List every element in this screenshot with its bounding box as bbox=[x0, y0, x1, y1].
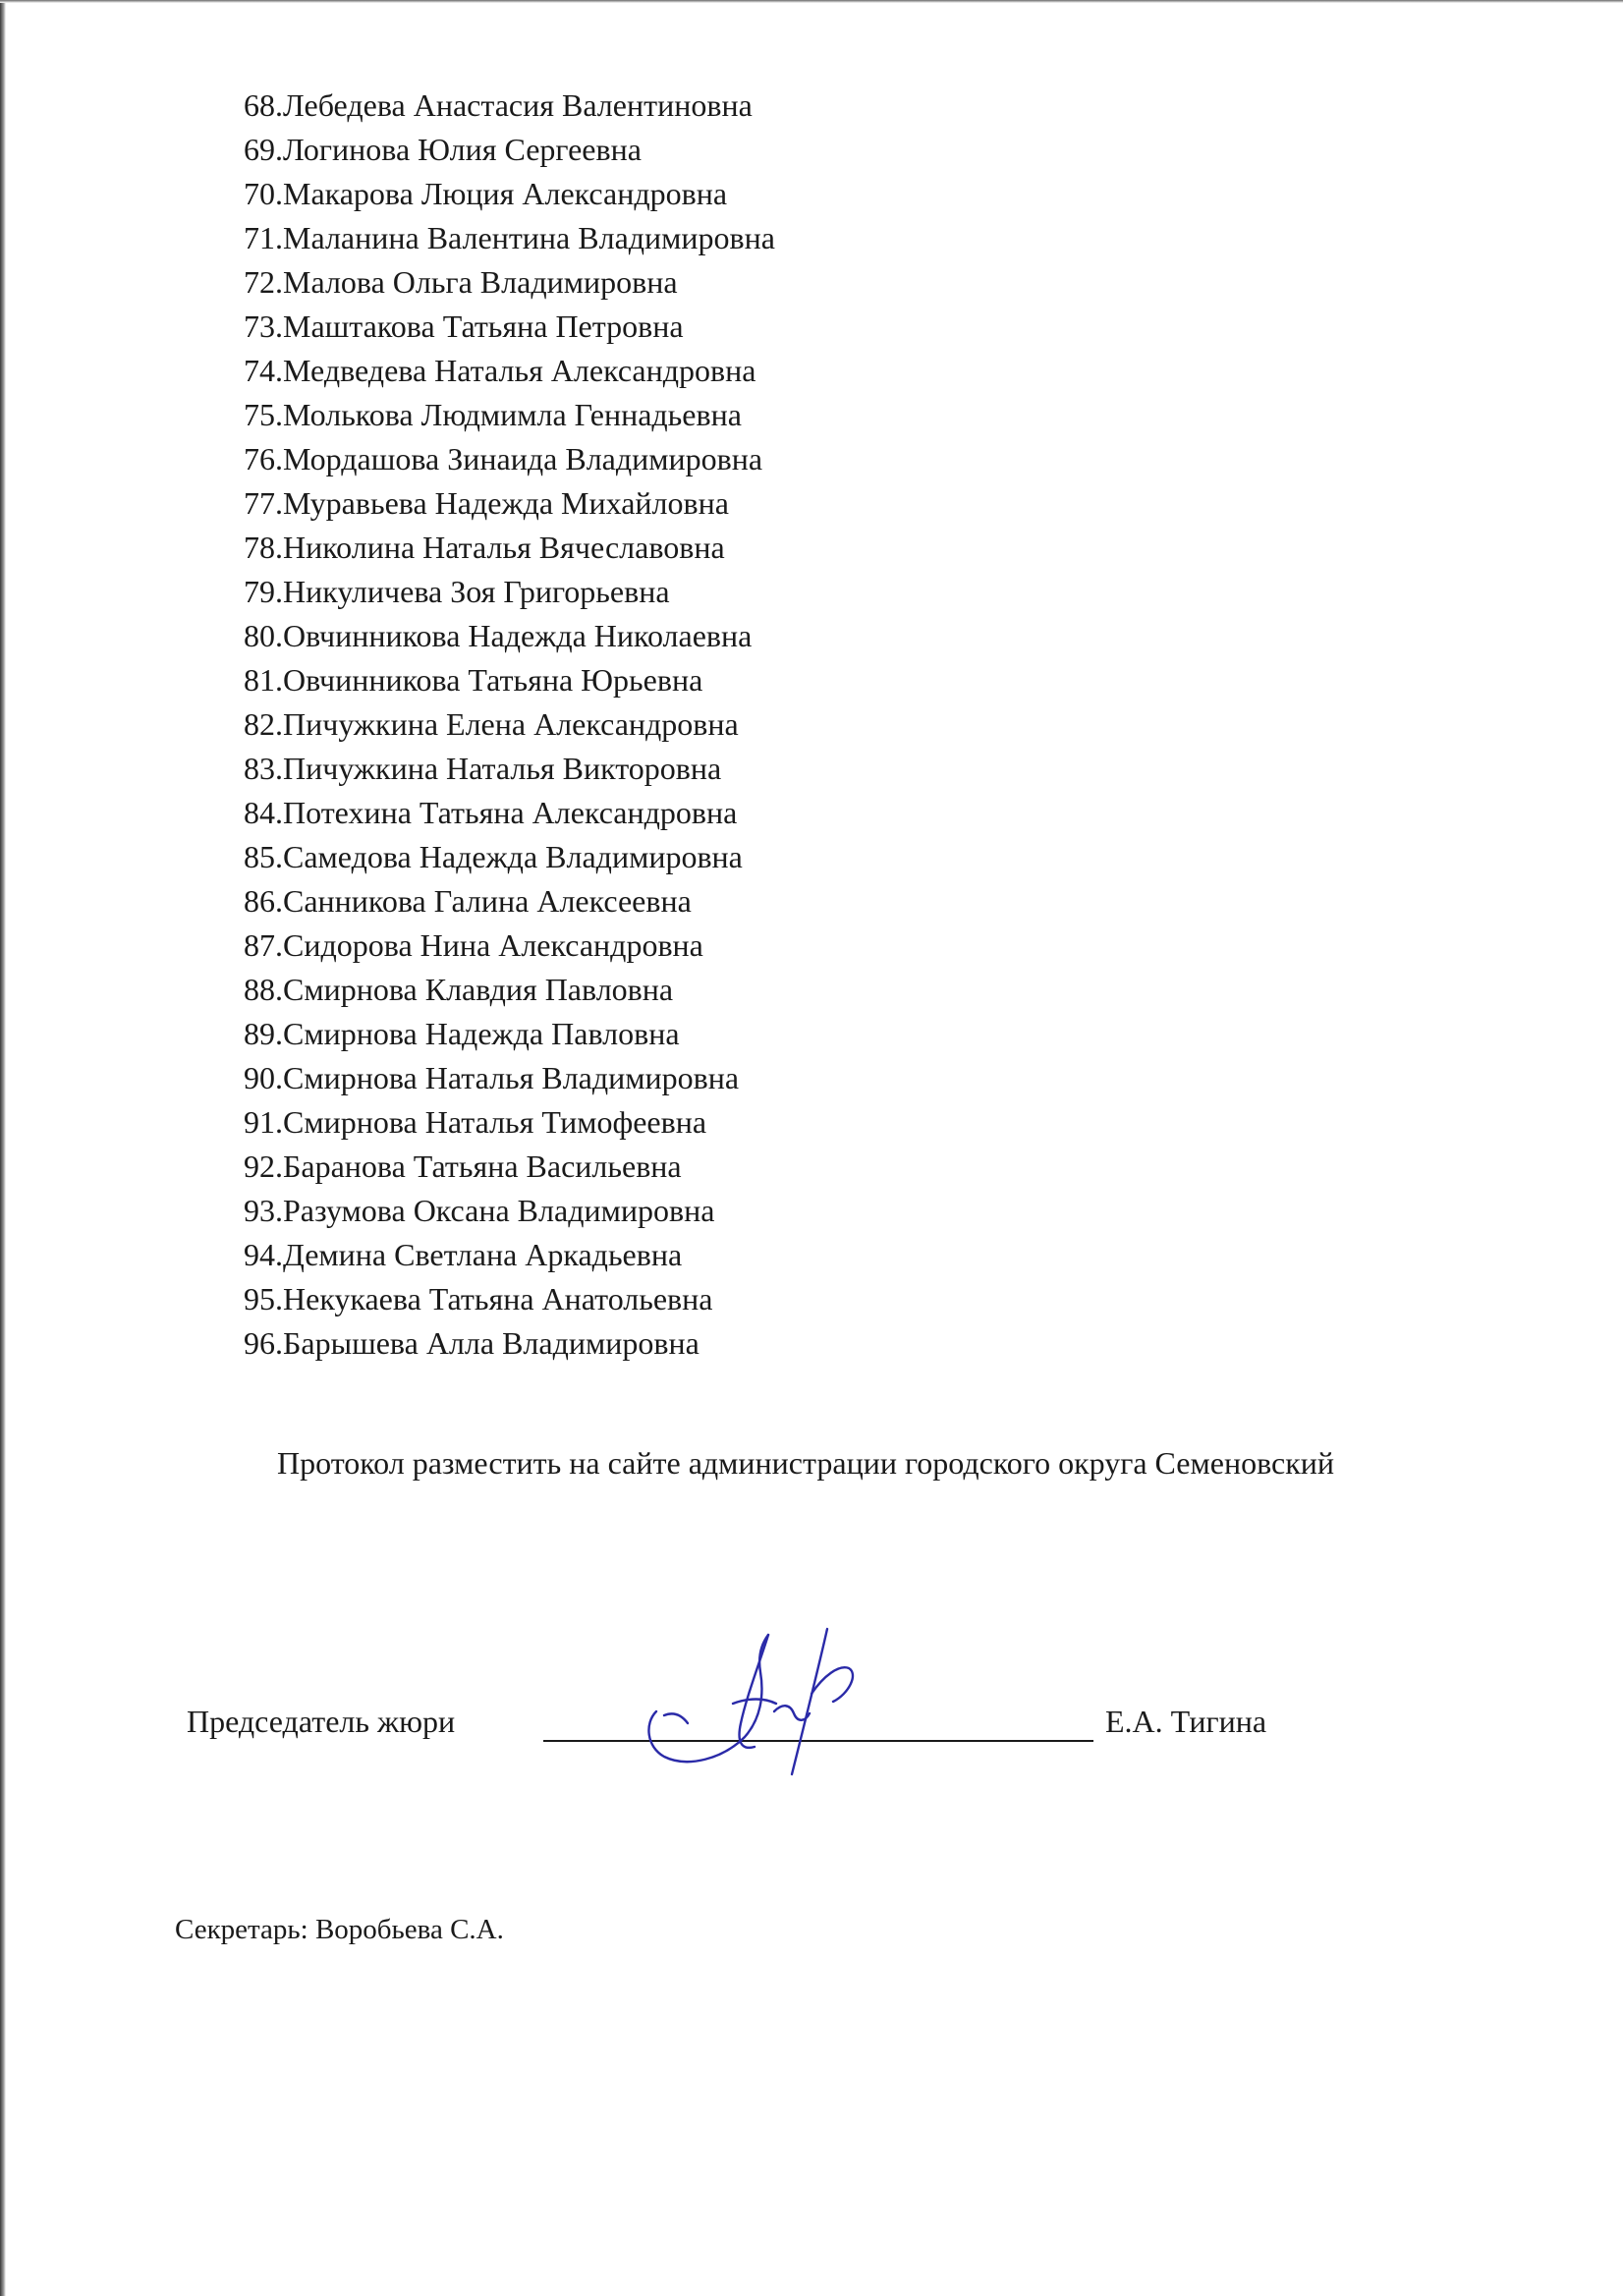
list-item-name: Демина Светлана Аркадьевна bbox=[283, 1237, 683, 1272]
list-item bbox=[226, 1012, 775, 1056]
list-item bbox=[226, 835, 775, 879]
list-item-name: Мордашова Зинаида Владимировна bbox=[283, 441, 763, 476]
list-item-name: Разумова Оксана Владимировна bbox=[283, 1193, 715, 1228]
list-item-number: 84. bbox=[244, 795, 283, 830]
list-item-number: 71. bbox=[244, 220, 283, 255]
list-item-name: Логинова Юлия Сергеевна bbox=[283, 132, 642, 167]
scan-edge-shadow bbox=[0, 0, 6, 2296]
list-item bbox=[226, 1233, 775, 1277]
list-item-number: 87. bbox=[244, 927, 283, 963]
list-item-name: Маштакова Татьяна Петровна bbox=[283, 308, 684, 344]
list-item bbox=[226, 349, 775, 393]
protocol-note: Протокол разместить на сайте администрации городского округа Семеновский bbox=[277, 1445, 1334, 1481]
list-item bbox=[226, 1100, 775, 1145]
list-item-number: 83. bbox=[244, 751, 283, 786]
list-item-name: Смирнова Клавдия Павловна bbox=[283, 972, 674, 1007]
list-item bbox=[226, 172, 775, 216]
list-item-name: Сидорова Нина Александровна bbox=[283, 927, 703, 963]
list-item bbox=[226, 1321, 775, 1366]
list-item-name: Барышева Алла Владимировна bbox=[283, 1325, 700, 1361]
list-item-name: Малова Ольга Владимировна bbox=[283, 264, 678, 300]
list-item-number: 76. bbox=[244, 441, 283, 476]
list-item-number: 89. bbox=[244, 1016, 283, 1051]
list-item-name: Молькова Людмимла Геннадьевна bbox=[283, 397, 742, 432]
list-item bbox=[226, 437, 775, 481]
list-item-number: 78. bbox=[244, 530, 283, 565]
list-item-number: 96. bbox=[244, 1325, 283, 1361]
list-item-number: 86. bbox=[244, 883, 283, 919]
list-item bbox=[226, 526, 775, 570]
list-item bbox=[226, 702, 775, 747]
list-item-number: 70. bbox=[244, 176, 283, 211]
list-item-name: Овчинникова Надежда Николаевна bbox=[283, 618, 753, 653]
list-item-number: 90. bbox=[244, 1060, 283, 1095]
list-item bbox=[226, 1277, 775, 1321]
list-item-number: 91. bbox=[244, 1104, 283, 1140]
list-item-name: Маланина Валентина Владимировна bbox=[283, 220, 775, 255]
chair-label: Председатель жюри bbox=[187, 1704, 456, 1739]
list-item bbox=[226, 481, 775, 526]
list-item bbox=[226, 393, 775, 437]
list-item-name: Смирнова Наталья Тимофеевна bbox=[283, 1104, 707, 1140]
list-item-number: 81. bbox=[244, 662, 283, 698]
list-item bbox=[226, 614, 775, 658]
list-item-number: 74. bbox=[244, 353, 283, 388]
list-item bbox=[226, 747, 775, 791]
list-item bbox=[226, 1145, 775, 1189]
list-item-name: Самедова Надежда Владимировна bbox=[283, 839, 743, 874]
list-item-number: 94. bbox=[244, 1237, 283, 1272]
participants-list bbox=[226, 84, 775, 1366]
list-item-number: 68. bbox=[244, 87, 283, 123]
list-item bbox=[226, 305, 775, 349]
list-item bbox=[226, 658, 775, 702]
list-item-number: 93. bbox=[244, 1193, 283, 1228]
list-item-name: Некукаева Татьяна Анатольевна bbox=[283, 1281, 713, 1316]
list-item-name: Потехина Татьяна Александровна bbox=[283, 795, 738, 830]
list-item-name: Овчинникова Татьяна Юрьевна bbox=[283, 662, 703, 698]
list-item bbox=[226, 1056, 775, 1100]
list-item-name: Медведева Наталья Александровна bbox=[283, 353, 756, 388]
list-item bbox=[226, 260, 775, 305]
list-item bbox=[226, 216, 775, 260]
list-item-number: 88. bbox=[244, 972, 283, 1007]
scan-edge-top-shadow bbox=[0, 0, 1623, 3]
list-item-number: 79. bbox=[244, 574, 283, 609]
chair-signature bbox=[639, 1621, 894, 1788]
list-item-number: 92. bbox=[244, 1148, 283, 1184]
list-item bbox=[226, 968, 775, 1012]
chair-name: Е.А. Тигина bbox=[1105, 1704, 1267, 1739]
list-item-name: Пичужкина Наталья Викторовна bbox=[283, 751, 722, 786]
list-item-name: Лебедева Анастасия Валентиновна bbox=[283, 87, 753, 123]
list-item-number: 73. bbox=[244, 308, 283, 344]
list-item bbox=[226, 1189, 775, 1233]
list-item-name: Муравьева Надежда Михайловна bbox=[283, 485, 729, 521]
list-item bbox=[226, 128, 775, 172]
list-item-number: 80. bbox=[244, 618, 283, 653]
list-item bbox=[226, 924, 775, 968]
list-item-name: Смирнова Надежда Павловна bbox=[283, 1016, 680, 1051]
secretary-line: Секретарь: Воробьева С.А. bbox=[175, 1914, 504, 1945]
list-item bbox=[226, 791, 775, 835]
list-item-number: 95. bbox=[244, 1281, 283, 1316]
list-item-name: Никуличева Зоя Григорьевна bbox=[283, 574, 670, 609]
list-item-number: 85. bbox=[244, 839, 283, 874]
list-item-name: Макарова Люция Александровна bbox=[283, 176, 728, 211]
list-item bbox=[226, 570, 775, 614]
list-item-number: 77. bbox=[244, 485, 283, 521]
list-item-name: Санникова Галина Алексеевна bbox=[283, 883, 692, 919]
list-item-name: Пичужкина Елена Александровна bbox=[283, 706, 739, 742]
list-item-number: 82. bbox=[244, 706, 283, 742]
list-item-name: Баранова Татьяна Васильевна bbox=[283, 1148, 682, 1184]
list-item-number: 75. bbox=[244, 397, 283, 432]
list-item-name: Николина Наталья Вячеславовна bbox=[283, 530, 725, 565]
list-item-name: Смирнова Наталья Владимировна bbox=[283, 1060, 740, 1095]
list-item-number: 72. bbox=[244, 264, 283, 300]
list-item-number: 69. bbox=[244, 132, 283, 167]
list-item bbox=[226, 879, 775, 924]
list-item bbox=[226, 84, 775, 128]
